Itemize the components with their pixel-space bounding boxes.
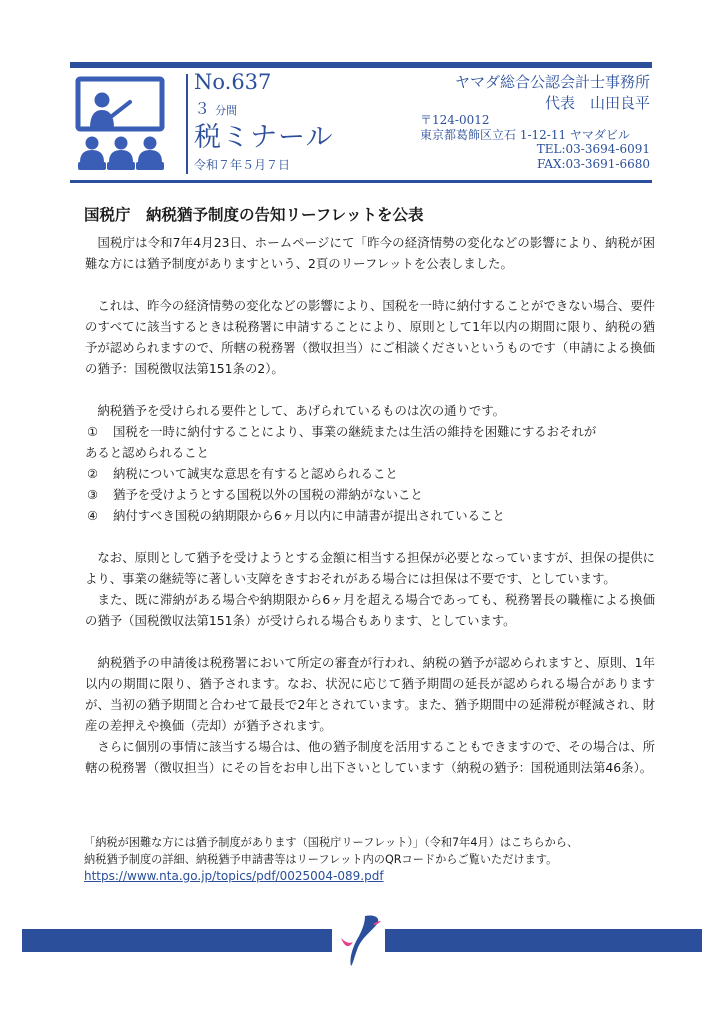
newsletter-brand: 税ミナール [194,122,334,153]
issue-number: No.637 [194,70,272,94]
list-item: ③ 猶予を受けようとする国税以外の国税の滞納がないこと [87,487,423,502]
seminar-audience-icon [74,76,182,176]
reference-line: 納税猶予制度の詳細、納税猶予申請書等はリーフレット内のQRコードからご覧いただけます。 [84,853,558,866]
firm-address: 東京都葛飾区立石 1-12-11 ヤマダビル [420,127,630,142]
swoosh-logo-icon [335,912,383,968]
firm-representative: 代表 山田良平 [544,94,650,112]
header-divider [186,74,188,174]
footer-bar-right [385,929,702,952]
article-title: 国税庁 納税猶予制度の告知リーフレットを公表 [84,206,424,224]
reference-line: 「納税が困難な方には猶予制度があります（国税庁リーフレット）」（令和7年4月）はこちらから、 [84,836,579,849]
leaflet-link[interactable]: https://www.nta.go.jp/topics/pdf/0025004-089.pdf [84,869,384,883]
requirement-list [85,421,655,526]
firm-name: ヤマダ総合公認会計士事務所 [454,73,650,91]
article-body [85,232,655,778]
paragraph: 納税猶予を受けられる要件として、あげられているものは次の通りです。 [97,403,506,418]
header-bottom-rule [70,180,652,183]
postal-code: 〒124-0012 [420,113,490,127]
paragraph: 納税猶予の申請後は税務署において所定の審査が行われ、納税の猶予が認められますと、原則、1年以内の期間に限り、猶予されます。なお、状況に応じて猶予期間の延長が認められる場合がありますが、当初の猶予期間と合わせて最長で2年とされています。また、猶予期間中の延滞税が軽減され、財産の差押えや換価（売却）が猶予されます。 [85,655,655,733]
footer-bar-left [22,929,332,952]
firm-contact [420,113,650,171]
list-item: ② 納税について誠実な意思を有すると認められること [87,466,398,481]
reading-time-value: ３ [194,99,211,118]
issue-date: 令和７年５月７日 [194,158,291,172]
paragraph: さらに個別の事情に該当する場合は、他の猶予制度を活用することもできますので、その場合は、所轄の税務署（徴収担当）にその旨をお申し出下さいとしています（納税の猶予：国税通則法第46条）。 [85,739,655,775]
reading-time-unit: 分間 [215,104,238,117]
paragraph: また、既に滞納がある場合や納期限から6ヶ月を超える場合であっても、税務署長の職権による換価の猶予（国税徴収法第151条）が受けられる場合もあります、としています。 [85,592,655,628]
paragraph: 国税庁は令和7年4月23日、ホームページにて「昨今の経済情勢の変化などの影響により、納税が困難な方には猶予制度がありますという、2頁のリーフレットを公表しました。 [85,235,655,271]
header-top-rule [70,62,652,68]
list-item: ④ 納付すべき国税の納期限から6ヶ月以内に申請書が提出されていること [87,508,505,523]
firm-tel: TEL:03-3694-6091 [536,142,650,157]
paragraph: これは、昨今の経済情勢の変化などの影響により、国税を一時に納付することができない場合、要件のすべてに該当するときは税務署に申請することにより、原則として1年以内の期間に限り、納税の猶予が認められますので、所轄の税務署（徴収担当）にご相談くださいというものです（申請による換価の猶予：国税徴収法第151条の2）。 [85,298,656,376]
firm-fax: FAX:03-3691-6680 [537,156,650,171]
firm-block [455,72,650,114]
list-item: ① 国税を一時に納付することにより、事業の継続または生活の維持を困難にするおそれが [87,424,597,439]
reference-note [84,834,578,885]
paragraph: なお、原則として猶予を受けようとする金額に相当する担保が必要となっていますが、担保の提供により、事業の継続等に著しい支障をきすおそれがある場合には担保は不要です、としています。 [85,550,656,586]
list-item-continuation: あると認められること [85,445,209,460]
